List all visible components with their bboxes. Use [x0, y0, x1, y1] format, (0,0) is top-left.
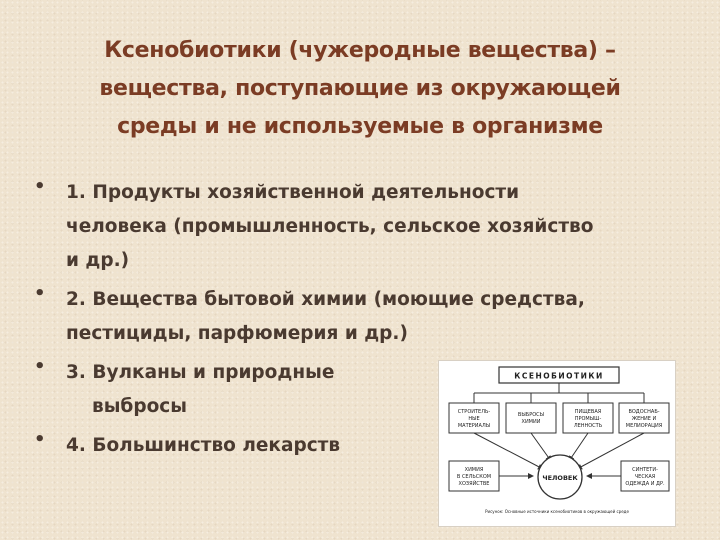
source-label: СТРОИТЕЛЬ-: [457, 409, 491, 415]
bullet-icon: •: [34, 356, 46, 377]
source-label: ОДЕЖДА И ДР.: [625, 481, 665, 487]
source-box: [449, 403, 499, 433]
diagram-caption: Рисунок: Основные источники ксенобиотиков в окружающей среде: [485, 509, 629, 514]
bullet-icon: •: [34, 176, 46, 197]
source-label: ХОЗЯЙСТВЕ: [458, 481, 490, 487]
slide-title: [30, 32, 690, 146]
source-label: ПРОМЫШ-: [574, 416, 602, 422]
bullet-text: 3. Вулканы и природные: [66, 362, 335, 383]
bullet-text: человека (промышленность, сельское хозяйство: [66, 216, 594, 237]
diagram-header: КСЕНОБИОТИКИ: [514, 371, 604, 381]
human-label: ЧЕЛОВЕК: [542, 474, 578, 482]
list-item: [34, 283, 674, 351]
source-label: ЛЕННОСТЬ: [573, 423, 603, 429]
bullet-text: выбросы: [92, 396, 188, 417]
source-label: ПИЩЕВАЯ: [574, 409, 602, 415]
source-label: МАТЕРИАЛЫ: [457, 423, 491, 429]
xenobiotics-diagram: [438, 360, 676, 527]
list-item: [34, 176, 674, 278]
source-label: ВОДОСНАБ-: [628, 409, 660, 415]
source-box: [563, 403, 613, 433]
source-box: [506, 403, 556, 433]
title-line: вещества, поступающие из окружающей: [99, 76, 621, 101]
source-label: ХИМИЯ: [464, 467, 484, 473]
title-line: среды и не используемые в организме: [117, 114, 603, 139]
source-label: ЖЕНИЕ И: [631, 416, 657, 422]
bullet-text: пестициды, парфюмерия и др.): [66, 323, 408, 344]
source-box: [619, 403, 669, 433]
source-label: В СЕЛЬСКОМ: [456, 474, 492, 480]
source-box: [621, 461, 669, 491]
title-line: Ксенобиотики (чужеродные вещества) –: [104, 38, 616, 63]
bullet-text: 2. Вещества бытовой химии (моющие средства,: [66, 289, 585, 310]
source-label: ХИМИИ: [521, 419, 541, 425]
bullet-text: и др.): [66, 250, 130, 271]
bullet-text: 4. Большинство лекарств: [66, 435, 341, 456]
source-label: ВЫБРОСЫ: [517, 412, 545, 418]
source-label: ЧЕСКАЯ: [634, 474, 656, 480]
bullet-text: 1. Продукты хозяйственной деятельности: [66, 182, 520, 203]
source-box: [449, 461, 499, 491]
bullet-icon: •: [34, 429, 46, 450]
source-label: СИНТЕТИ-: [632, 467, 658, 473]
bullet-icon: •: [34, 283, 46, 304]
source-label: МЕЛИОРАЦИЯ: [625, 423, 663, 429]
source-label: НЫЕ: [468, 416, 480, 422]
